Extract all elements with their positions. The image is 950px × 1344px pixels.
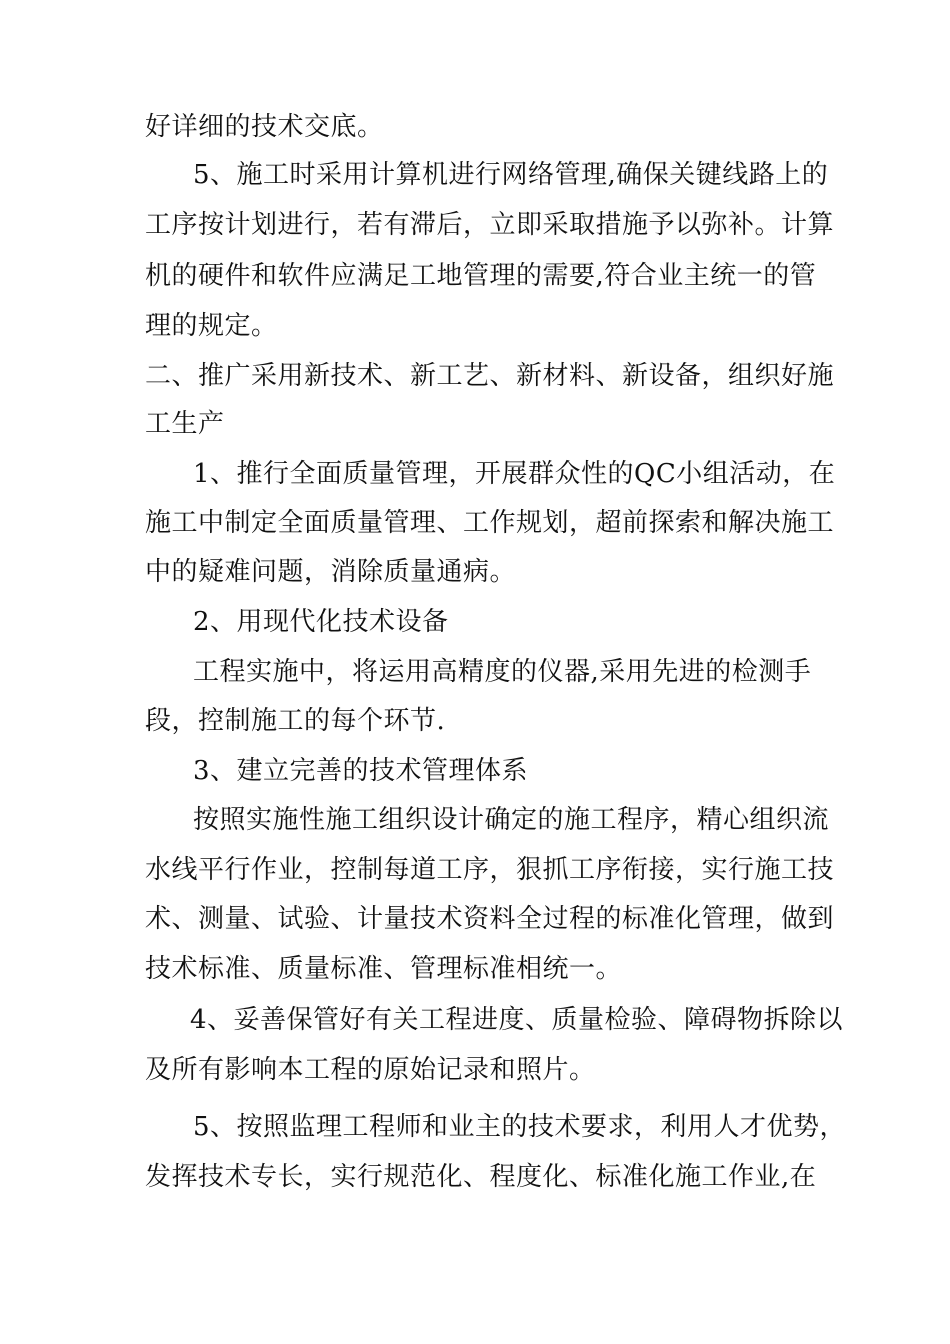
text-line: 理的规定。 [145, 311, 278, 341]
text-line: 及所有影响本工程的原始记录和照片。 [145, 1055, 596, 1085]
text-line: 4、妥善保管好有关工程进度、质量检验、障碍物拆除以 [190, 1005, 844, 1035]
text-line: 术、测量、试验、计量技术资料全过程的标准化管理，做到 [145, 904, 835, 934]
text-line: 5、施工时采用计算机进行网络管理,确保关键线路上的 [193, 160, 829, 190]
text-line: 5、按照监理工程师和业主的技术要求，利用人才优势， [193, 1112, 847, 1142]
text-line: 段，控制施工的每个环节. [145, 706, 446, 736]
text-line: 工序按计划进行，若有滞后，立即采取措施予以弥补。计算 [145, 210, 835, 240]
text-line: 发挥技术专长，实行规范化、程度化、标准化施工作业,在 [145, 1162, 817, 1192]
text-line: 中的疑难问题，消除质量通病。 [145, 557, 517, 587]
text-line: 机的硬件和软件应满足工地管理的需要,符合业主统一的管 [145, 261, 817, 291]
text-line: 3、建立完善的技术管理体系 [193, 756, 529, 786]
text-line: 工程实施中，将运用高精度的仪器,采用先进的检测手 [193, 657, 812, 687]
text-line: 按照实施性施工组织设计确定的施工程序，精心组织流 [193, 805, 830, 835]
text-line: 1、推行全面质量管理，开展群众性的QC小组活动，在 [193, 459, 836, 489]
text-line: 好详细的技术交底。 [145, 112, 384, 142]
text-line: 水线平行作业，控制每道工序，狠抓工序衔接，实行施工技 [145, 855, 835, 885]
text-line: 2、用现代化技术设备 [193, 607, 449, 637]
section-heading: 二、推广采用新技术、新工艺、新材料、新设备，组织好施 [145, 361, 835, 391]
text-line: 技术标准、质量标准、管理标准相统一。 [145, 954, 623, 984]
section-heading-continued: 工生产 [145, 409, 225, 439]
text-line: 施工中制定全面质量管理、工作规划，超前探索和解决施工 [145, 508, 835, 538]
